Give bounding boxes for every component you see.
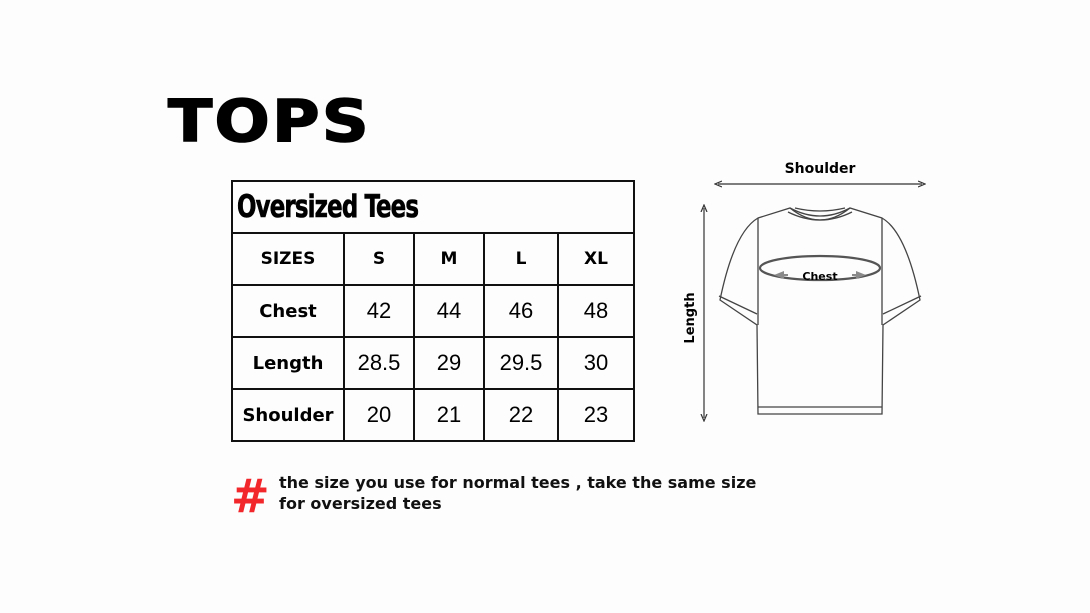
- header-sizes: SIZES: [232, 233, 344, 285]
- cell-shoulder-s: 20: [344, 389, 414, 441]
- cell-length-m: 29: [414, 337, 484, 389]
- table-row-shoulder: [232, 389, 634, 441]
- page-title: TOPS: [168, 87, 371, 155]
- cell-shoulder-l: 22: [484, 389, 558, 441]
- table-row-length: [232, 337, 634, 389]
- header-size-s: S: [344, 233, 414, 285]
- row-label-length: Length: [232, 337, 344, 389]
- hash-icon: #: [231, 469, 270, 523]
- header-size-m: M: [414, 233, 484, 285]
- chest-label: Chest: [802, 270, 838, 283]
- shoulder-label: Shoulder: [784, 161, 856, 177]
- header-size-l: L: [484, 233, 558, 285]
- length-label: Length: [683, 292, 698, 344]
- cell-chest-s: 42: [344, 285, 414, 337]
- cell-chest-m: 44: [414, 285, 484, 337]
- cell-shoulder-m: 21: [414, 389, 484, 441]
- tshirt-measurement-diagram: [670, 150, 940, 440]
- table-caption: [232, 181, 634, 233]
- cell-chest-l: 46: [484, 285, 558, 337]
- cell-length-l: 29.5: [484, 337, 558, 389]
- cell-chest-xl: 48: [558, 285, 634, 337]
- tshirt-icon: [719, 208, 921, 414]
- cell-length-s: 28.5: [344, 337, 414, 389]
- cell-shoulder-xl: 23: [558, 389, 634, 441]
- header-size-xl: XL: [558, 233, 634, 285]
- size-note: the size you use for normal tees , take the same size for oversized tees: [279, 473, 757, 513]
- row-label-shoulder: Shoulder: [232, 389, 344, 441]
- size-chart-table: [231, 180, 635, 442]
- row-label-chest: Chest: [232, 285, 344, 337]
- cell-length-xl: 30: [558, 337, 634, 389]
- table-row-chest: [232, 285, 634, 337]
- table-caption-text: Oversized Tees: [237, 189, 419, 225]
